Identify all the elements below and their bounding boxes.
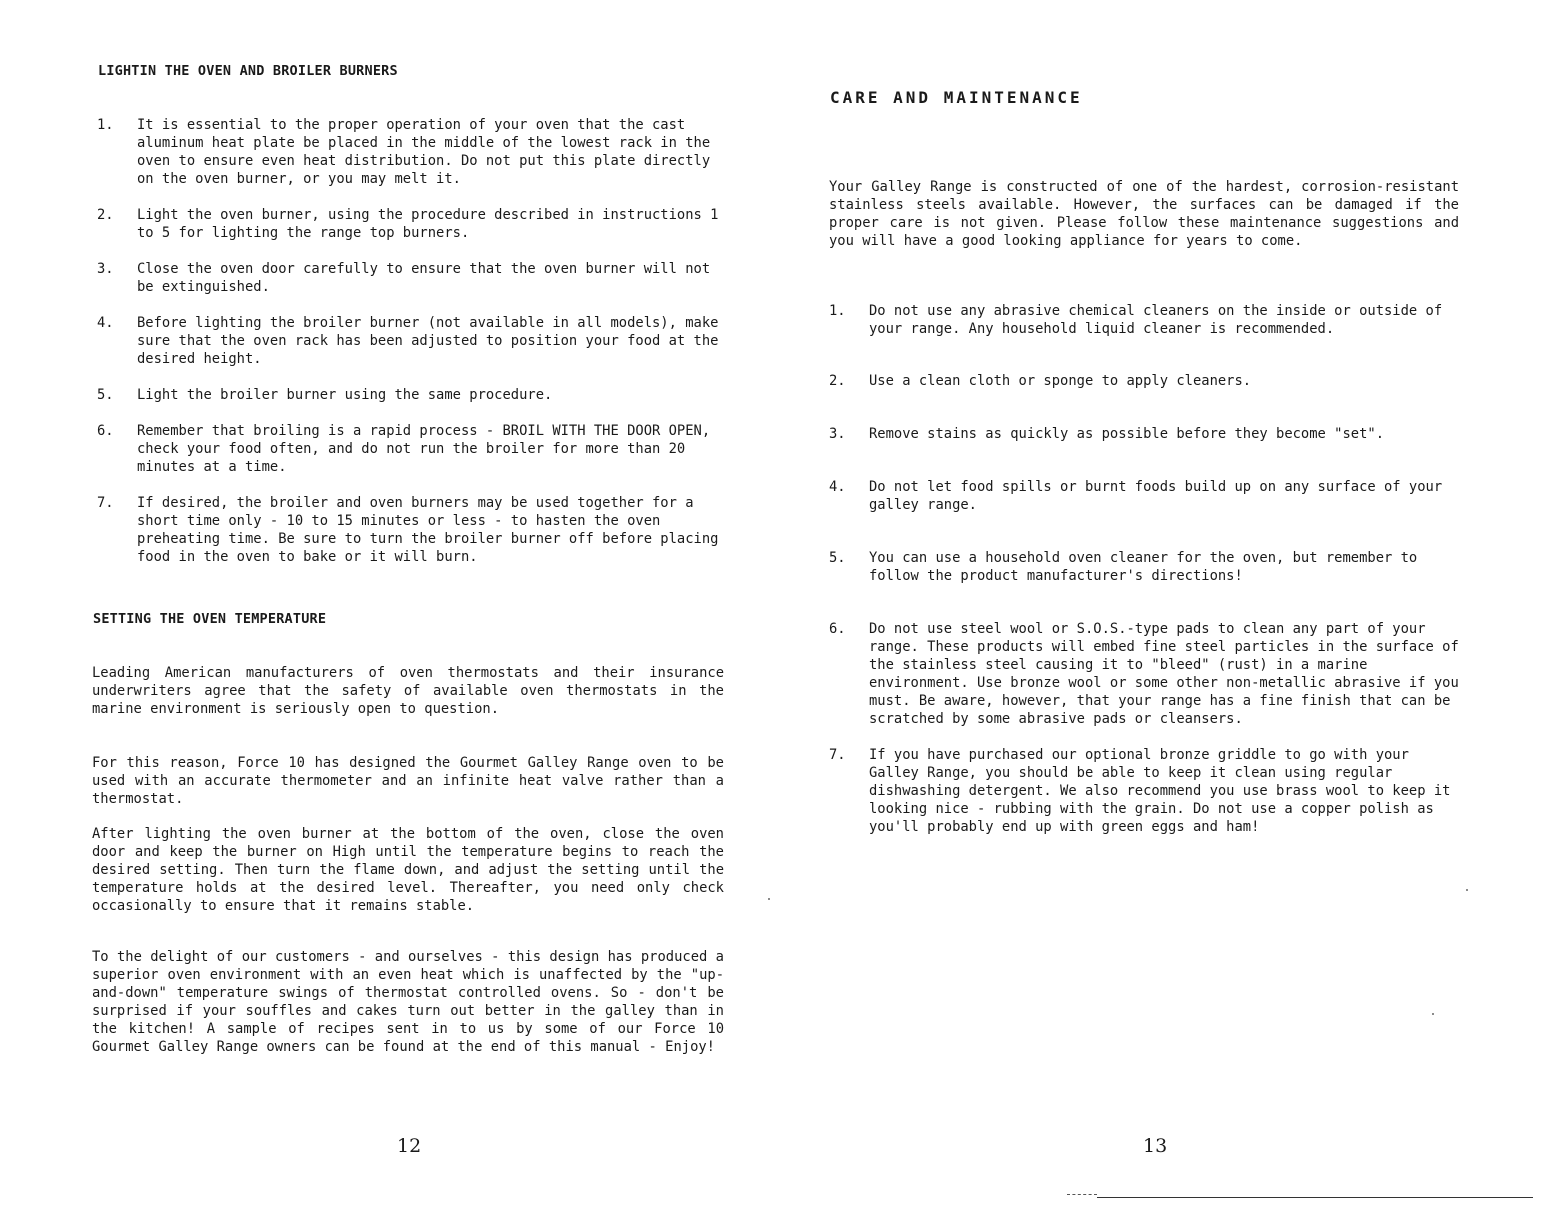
item-number: 5. bbox=[97, 387, 114, 403]
item-number: 5. bbox=[829, 550, 846, 566]
list-item bbox=[829, 746, 1459, 836]
item-number: 1. bbox=[829, 303, 846, 319]
item-number: 7. bbox=[829, 747, 846, 763]
scan-speck bbox=[1432, 1013, 1434, 1015]
item-number: 4. bbox=[829, 479, 846, 495]
scan-speck bbox=[1466, 889, 1468, 891]
item-number: 7. bbox=[97, 495, 114, 511]
scan-speck bbox=[768, 898, 770, 900]
list-item bbox=[97, 116, 727, 188]
page-number: 13 bbox=[1143, 1135, 1168, 1157]
item-text: Close the oven door carefully to ensure that the oven burner will not be extinguished. bbox=[137, 261, 711, 295]
paragraph: For this reason, Force 10 has designed the Gourmet Galley Range oven to be used with an accurate thermometer and an infinite heat valve rather than a thermostat. bbox=[92, 755, 724, 807]
list-item bbox=[97, 206, 727, 242]
section-heading-care: CARE AND MAINTENANCE bbox=[830, 88, 1083, 107]
item-text: You can use a household oven cleaner for the oven, but remember to follow the product manufacturer's directions! bbox=[869, 550, 1418, 584]
list-item bbox=[829, 620, 1459, 728]
item-number: 2. bbox=[97, 207, 114, 223]
item-text: If desired, the broiler and oven burners may be used together for a short time only - 10 to 15 minutes or less - to hasten the oven preheating time. Be sure to turn the broiler burner off before placing food in the oven to bake or it will burn. bbox=[137, 495, 719, 565]
item-text: Before lighting the broiler burner (not available in all models), make sure that the oven rack has been adjusted to position your food at the desired height. bbox=[137, 315, 719, 367]
item-text: Use a clean cloth or sponge to apply cleaners. bbox=[869, 373, 1252, 389]
section-heading-oven-temperature: SETTING THE OVEN TEMPERATURE bbox=[93, 611, 327, 627]
item-text: Do not let food spills or burnt foods build up on any surface of your galley range. bbox=[869, 479, 1443, 513]
footer-rule bbox=[1097, 1197, 1533, 1198]
item-number: 3. bbox=[97, 261, 114, 277]
item-number: 2. bbox=[829, 373, 846, 389]
list-item bbox=[829, 372, 1459, 390]
paragraph: After lighting the oven burner at the bottom of the oven, close the oven door and keep the burner on High until the temperature begins to reach the desired setting. Then turn the flame down, and adjust the setting until the temperature holds at the desired level. Thereafter, you need only check occasionally to ensure that it remains stable. bbox=[92, 826, 724, 914]
item-number: 3. bbox=[829, 426, 846, 442]
item-text: Light the broiler burner using the same procedure. bbox=[137, 387, 553, 403]
list-item bbox=[829, 478, 1459, 514]
list-item bbox=[829, 425, 1459, 443]
item-text: If you have purchased our optional bronze griddle to go with your Galley Range, you should be able to keep it clean using regular dishwashing detergent. We also recommend you use brass wool to keep it looking nice - rubbing with the grain. Do not use a copper polish as you'll probably end up with green eggs and ham! bbox=[869, 747, 1451, 835]
list-item bbox=[829, 302, 1459, 338]
item-number: 1. bbox=[97, 117, 114, 133]
list-item bbox=[97, 386, 727, 404]
left-page bbox=[0, 0, 777, 1213]
right-page bbox=[777, 0, 1555, 1213]
item-text: Light the oven burner, using the procedure described in instructions 1 to 5 for lighting the range top burners. bbox=[137, 207, 719, 241]
item-text: Do not use steel wool or S.O.S.-type pads to clean any part of your range. These products will embed fine steel particles in the surface of the stainless steel causing it to "bleed" (rust) in a marine environment. Use bronze wool or some other non-metallic abrasive if you must. Be aware, however, that your range has a fine finish that can be scratched by some abrasive pads or cleansers. bbox=[869, 621, 1459, 727]
paragraph: To the delight of our customers - and ourselves - this design has produced a superior oven environment with an even heat which is unaffected by the "up-and-down" temperature swings of thermostat controlled ovens. So - don't be surprised if your souffles and cakes turn out better in the galley than in the kitchen! A sample of recipes sent in to us by some of our Force 10 Gourmet Galley Range owners can be found at the end of this manual - Enjoy! bbox=[92, 949, 724, 1055]
intro-paragraph: Your Galley Range is constructed of one of the hardest, corrosion-resistant stainless steels available. However, the surfaces can be damaged if the proper care is not given. Please follow these maintenance suggestions and you will have a good looking appliance for years to come. bbox=[829, 179, 1459, 249]
item-number: 4. bbox=[97, 315, 114, 331]
list-item bbox=[97, 422, 727, 476]
item-text: It is essential to the proper operation of your oven that the cast aluminum heat plate be placed in the middle of the lowest rack in the oven to ensure even heat distribution. Do not put this plate directly on the oven burner, or you may melt it. bbox=[137, 117, 711, 187]
footer-rule-dashed bbox=[1067, 1194, 1097, 1195]
list-item bbox=[97, 314, 727, 368]
page-number: 12 bbox=[397, 1135, 422, 1157]
list-item bbox=[97, 494, 727, 566]
paragraph: Leading American manufacturers of oven thermostats and their insurance underwriters agree that the safety of available oven thermostats in the marine environment is seriously open to question. bbox=[92, 665, 724, 717]
list-item bbox=[97, 260, 727, 296]
item-text: Remove stains as quickly as possible before they become "set". bbox=[869, 426, 1384, 442]
section-heading-lighting: LIGHTIN THE OVEN AND BROILER BURNERS bbox=[98, 63, 398, 79]
list-item bbox=[829, 549, 1459, 585]
maintenance-list bbox=[829, 302, 1459, 836]
item-text: Do not use any abrasive chemical cleaners on the inside or outside of your range. Any household liquid cleaner is recommended. bbox=[869, 303, 1443, 337]
item-number: 6. bbox=[829, 621, 846, 637]
lighting-instructions-list bbox=[97, 116, 727, 566]
item-text: Remember that broiling is a rapid process - BROIL WITH THE DOOR OPEN, check your food often, and do not run the broiler for more than 20 minutes at a time. bbox=[137, 423, 711, 475]
item-number: 6. bbox=[97, 423, 114, 439]
